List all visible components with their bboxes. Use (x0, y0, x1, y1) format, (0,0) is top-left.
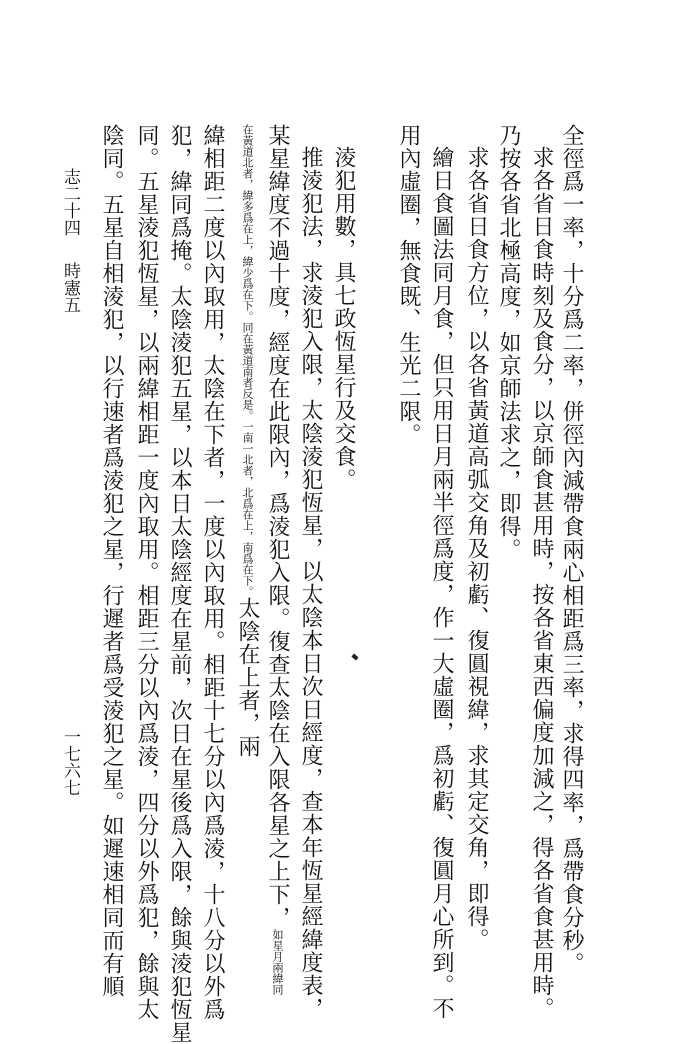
running-header-section: 時憲五 (60, 262, 80, 313)
text-column-4: 求各省日食方位，以各省黃道高弧交角及初虧、復圓視緯，求其定交角，即得。 (464, 146, 489, 951)
column-11-annotation: 在黃道北者，緯多爲在上，緯少爲在下。同在黃道南者反是。一南一北者，北爲在上，南爲在下。 (241, 124, 254, 597)
text-column-6: 用內虛圈，無食既、生光二限。 (396, 124, 421, 446)
page-number: 一七六七 (60, 728, 80, 796)
column-10-annotation: 如星月兩緯同 (271, 929, 284, 995)
running-header-chapter: 志二十四 (60, 168, 80, 236)
text-column-14: 同。五星淩犯恆星，以兩緯相距一度內取用。相距三分以內爲淩，四分以外爲犯，餘與太 (134, 124, 159, 1021)
text-column-11 (236, 124, 258, 758)
text-column-5: 繪日食圖法同月食，但只用日月兩半徑爲度，作一大虛圈，爲初虧、復圓月心所到。不 (429, 146, 454, 1020)
text-column-2: 求各省日食時刻及食分，以京師食甚用時，按各省東西偏度加減之，得各省食甚用時。 (529, 146, 554, 1020)
text-column-1: 全徑爲一率，十分爲二率，併徑內減帶食兩心相距爲三率，求得四率，爲帶食分秒。 (559, 124, 584, 975)
text-column-3: 乃按各省北極高度，如京師法求之，即得。 (496, 124, 521, 561)
column-11-main-text: 太陰在上者，兩 (235, 597, 260, 758)
text-column-10 (266, 124, 288, 995)
text-column-9: 推淩犯法，求淩犯入限，太陰淩犯恆星，以太陰本日次日經度，查本年恆星經緯度表， (298, 146, 323, 1020)
ink-mark (351, 654, 358, 661)
column-10-main-text: 某星緯度不過十度，經度在此限內，爲淩犯入限。復查太陰在入限各星之上下， (265, 124, 290, 929)
text-column-12: 緯相距二度以內取用，太陰在下者，一度以內取用。相距十七分以內爲淩，十八分以外爲 (200, 124, 225, 1021)
text-column-8: 淩犯用數，具七政恆星行及交食。 (331, 146, 356, 491)
text-column-13: 犯，緯同爲掩。太陰淩犯五星，以本日太陰經度在星前，次日在星後爲入限，餘與淩犯恆星 (167, 124, 192, 1044)
text-column-15: 陰同。五星自相淩犯，以行速者爲淩犯之星，行遲者爲受淩犯之星。如遲速相同而有順 (99, 124, 124, 998)
